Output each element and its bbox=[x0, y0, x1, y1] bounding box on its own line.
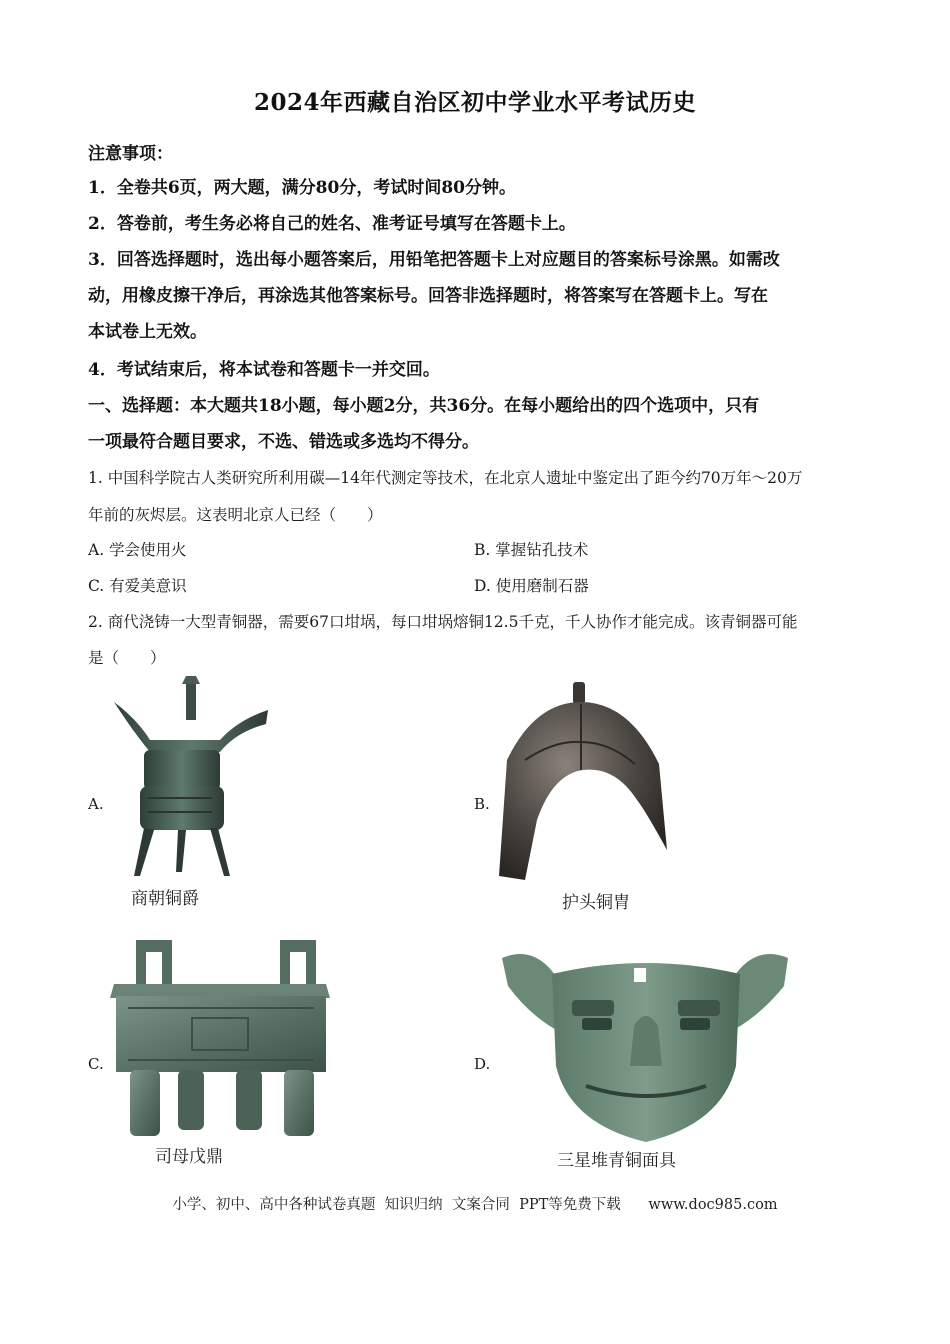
q2-stem-line-2: 是（ ） bbox=[88, 649, 166, 667]
q2-option-d-letter: D. bbox=[474, 1055, 491, 1073]
q1-stem-line-1: 1. 中国科学院古人类研究所利用碳—14年代测定等技术，在北京人遗址中鉴定出了距今约70万年～20万 bbox=[88, 469, 803, 487]
bronze-helmet-image bbox=[495, 680, 670, 885]
notice-line-3: 3．回答选择题时，选出每小题答案后，用铅笔把答题卡上对应题目的答案标号涂黑。如需改 bbox=[88, 250, 780, 270]
section-heading-line-1: 一、选择题：本大题共18小题，每小题2分，共36分。在每小题给出的四个选项中，只有 bbox=[88, 396, 760, 416]
section-heading-line-2: 一项最符合题目要求，不选、错选或多选均不得分。 bbox=[88, 432, 479, 452]
q2-option-b-letter: B. bbox=[474, 795, 490, 813]
q2-option-a-caption: 商朝铜爵 bbox=[131, 889, 199, 909]
q1-option-b: B. 掌握钻孔技术 bbox=[474, 541, 589, 559]
notice-line-6: 4．考试结束后，将本试卷和答题卡一并交回。 bbox=[88, 360, 440, 380]
notice-line-5: 本试卷上无效。 bbox=[88, 322, 207, 342]
q2-option-a-letter: A. bbox=[88, 795, 104, 813]
notice-line-4: 动，用橡皮擦干净后，再涂选其他答案标号。回答非选择题时，将答案写在答题卡上。写在 bbox=[88, 286, 768, 306]
page-title: 2024年西藏自治区初中学业水平考试历史 bbox=[253, 89, 696, 116]
notice-line-1: 1．全卷共6页，两大题，满分80分，考试时间80分钟。 bbox=[88, 178, 516, 198]
bronze-jue-image bbox=[108, 680, 273, 880]
q2-stem-line-1: 2. 商代浇铸一大型青铜器，需要67口坩埚，每口坩埚熔铜12.5千克，千人协作才能完成。该青铜器可能 bbox=[88, 613, 798, 631]
q1-option-c: C. 有爱美意识 bbox=[88, 577, 187, 595]
q1-option-a: A. 学会使用火 bbox=[88, 541, 187, 559]
q1-stem-line-2: 年前的灰烬层。这表明北京人已经（ ） bbox=[88, 506, 383, 524]
sanxingdui-mask-image bbox=[500, 946, 792, 1144]
page-footer: 小学、初中、高中各种试卷真题 知识归纳 文案合同 PPT等免费下载 www.doc985.com bbox=[172, 1197, 778, 1213]
q1-option-d: D. 使用磨制石器 bbox=[474, 577, 589, 595]
q2-option-c-caption: 司母戊鼎 bbox=[155, 1147, 223, 1167]
q2-option-b-caption: 护头铜胄 bbox=[562, 893, 630, 913]
simuwu-ding-image bbox=[108, 938, 333, 1138]
q2-option-c-letter: C. bbox=[88, 1055, 104, 1073]
notice-heading: 注意事项： bbox=[88, 144, 173, 164]
q2-option-d-caption: 三星堆青铜面具 bbox=[557, 1151, 676, 1171]
notice-line-2: 2．答卷前，考生务必将自己的姓名、准考证号填写在答题卡上。 bbox=[88, 214, 576, 234]
